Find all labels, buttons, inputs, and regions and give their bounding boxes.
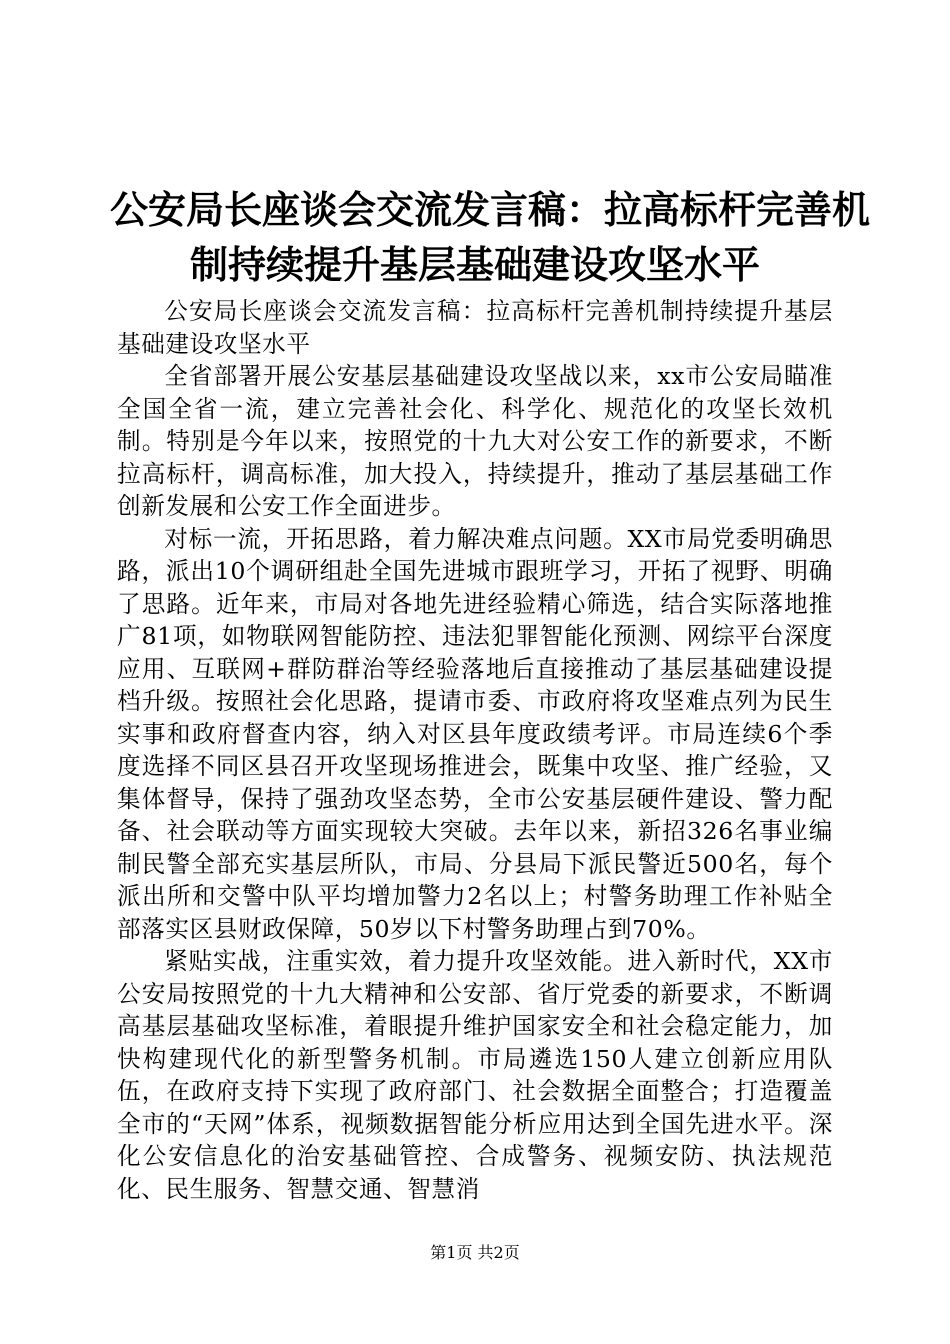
body-paragraph-3: 对标一流，开拓思路，着力解决难点问题。XX市局党委明确思路，派出10个调研组赴全国先进城市跟班学习，开拓了视野、明确了思路。近年来，市局对各地先进经验精心筛选，结合实际落地推广81项，如物联网智能防控、违法犯罪智能化预测、网综平台深度应用、互联网+群防群治等经验落地后直接推动了基层基础建设提档升级。按照社会化思路，提请市委、市政府将攻坚难点列为民生实事和政府督查内容，纳入对区县年度政绩考评。市局连续6个季度选择不同区县召开攻坚现场推进会，既集中攻坚、推广经验，又集体督导，保持了强劲攻坚态势，全市公安基层硬件建设、警力配备、社会联动等方面实现较大突破。去年以来，新招326名事业编制民警全部充实基层所队，市局、分县局下派民警近500名，每个派出所和交警中队平均增加警力2名以上；村警务助理工作补贴全部落实区县财政保障，50岁以下村警务助理占到70%。 — [117, 524, 833, 943]
body-paragraph-2: 全省部署开展公安基层基础建设攻坚战以来，xx市公安局瞄准全国全省一流，建立完善社会化、科学化、规范化的攻坚长效机制。特别是今年以来，按照党的十九大对公安工作的新要求，不断拉高标杆，调高标准，加大投入，持续提升，推动了基层基础工作创新发展和公安工作全面进步。 — [117, 362, 833, 520]
document-title-line-1: 公安局长座谈会交流发言稿：拉高标杆完善机 — [110, 188, 871, 232]
body-paragraph-4: 紧贴实战，注重实效，着力提升攻坚效能。进入新时代，XX市公安局按照党的十九大精神和公安部、省厅党委的新要求，不断调高基层基础攻坚标准，着眼提升维护国家安全和社会稳定能力，加快构建现代化的新型警务机制。市局遴选150人建立创新应用队伍，在政府支持下实现了政府部门、社会数据全面整合；打造覆盖全市的“天网”体系，视频数据智能分析应用达到全国先进水平。深化公安信息化的治安基础管控、合成警务、视频安防、执法规范化、民生服务、智慧交通、智慧消 — [117, 947, 833, 1203]
document-body — [117, 295, 833, 1205]
body-paragraph-1: 公安局长座谈会交流发言稿：拉高标杆完善机制持续提升基层基础建设攻坚水平 — [117, 297, 833, 358]
page-number-footer: 第1页 共2页 — [430, 1243, 520, 1262]
document-title-line-2: 制持续提升基层基础建设攻坚水平 — [189, 243, 760, 287]
